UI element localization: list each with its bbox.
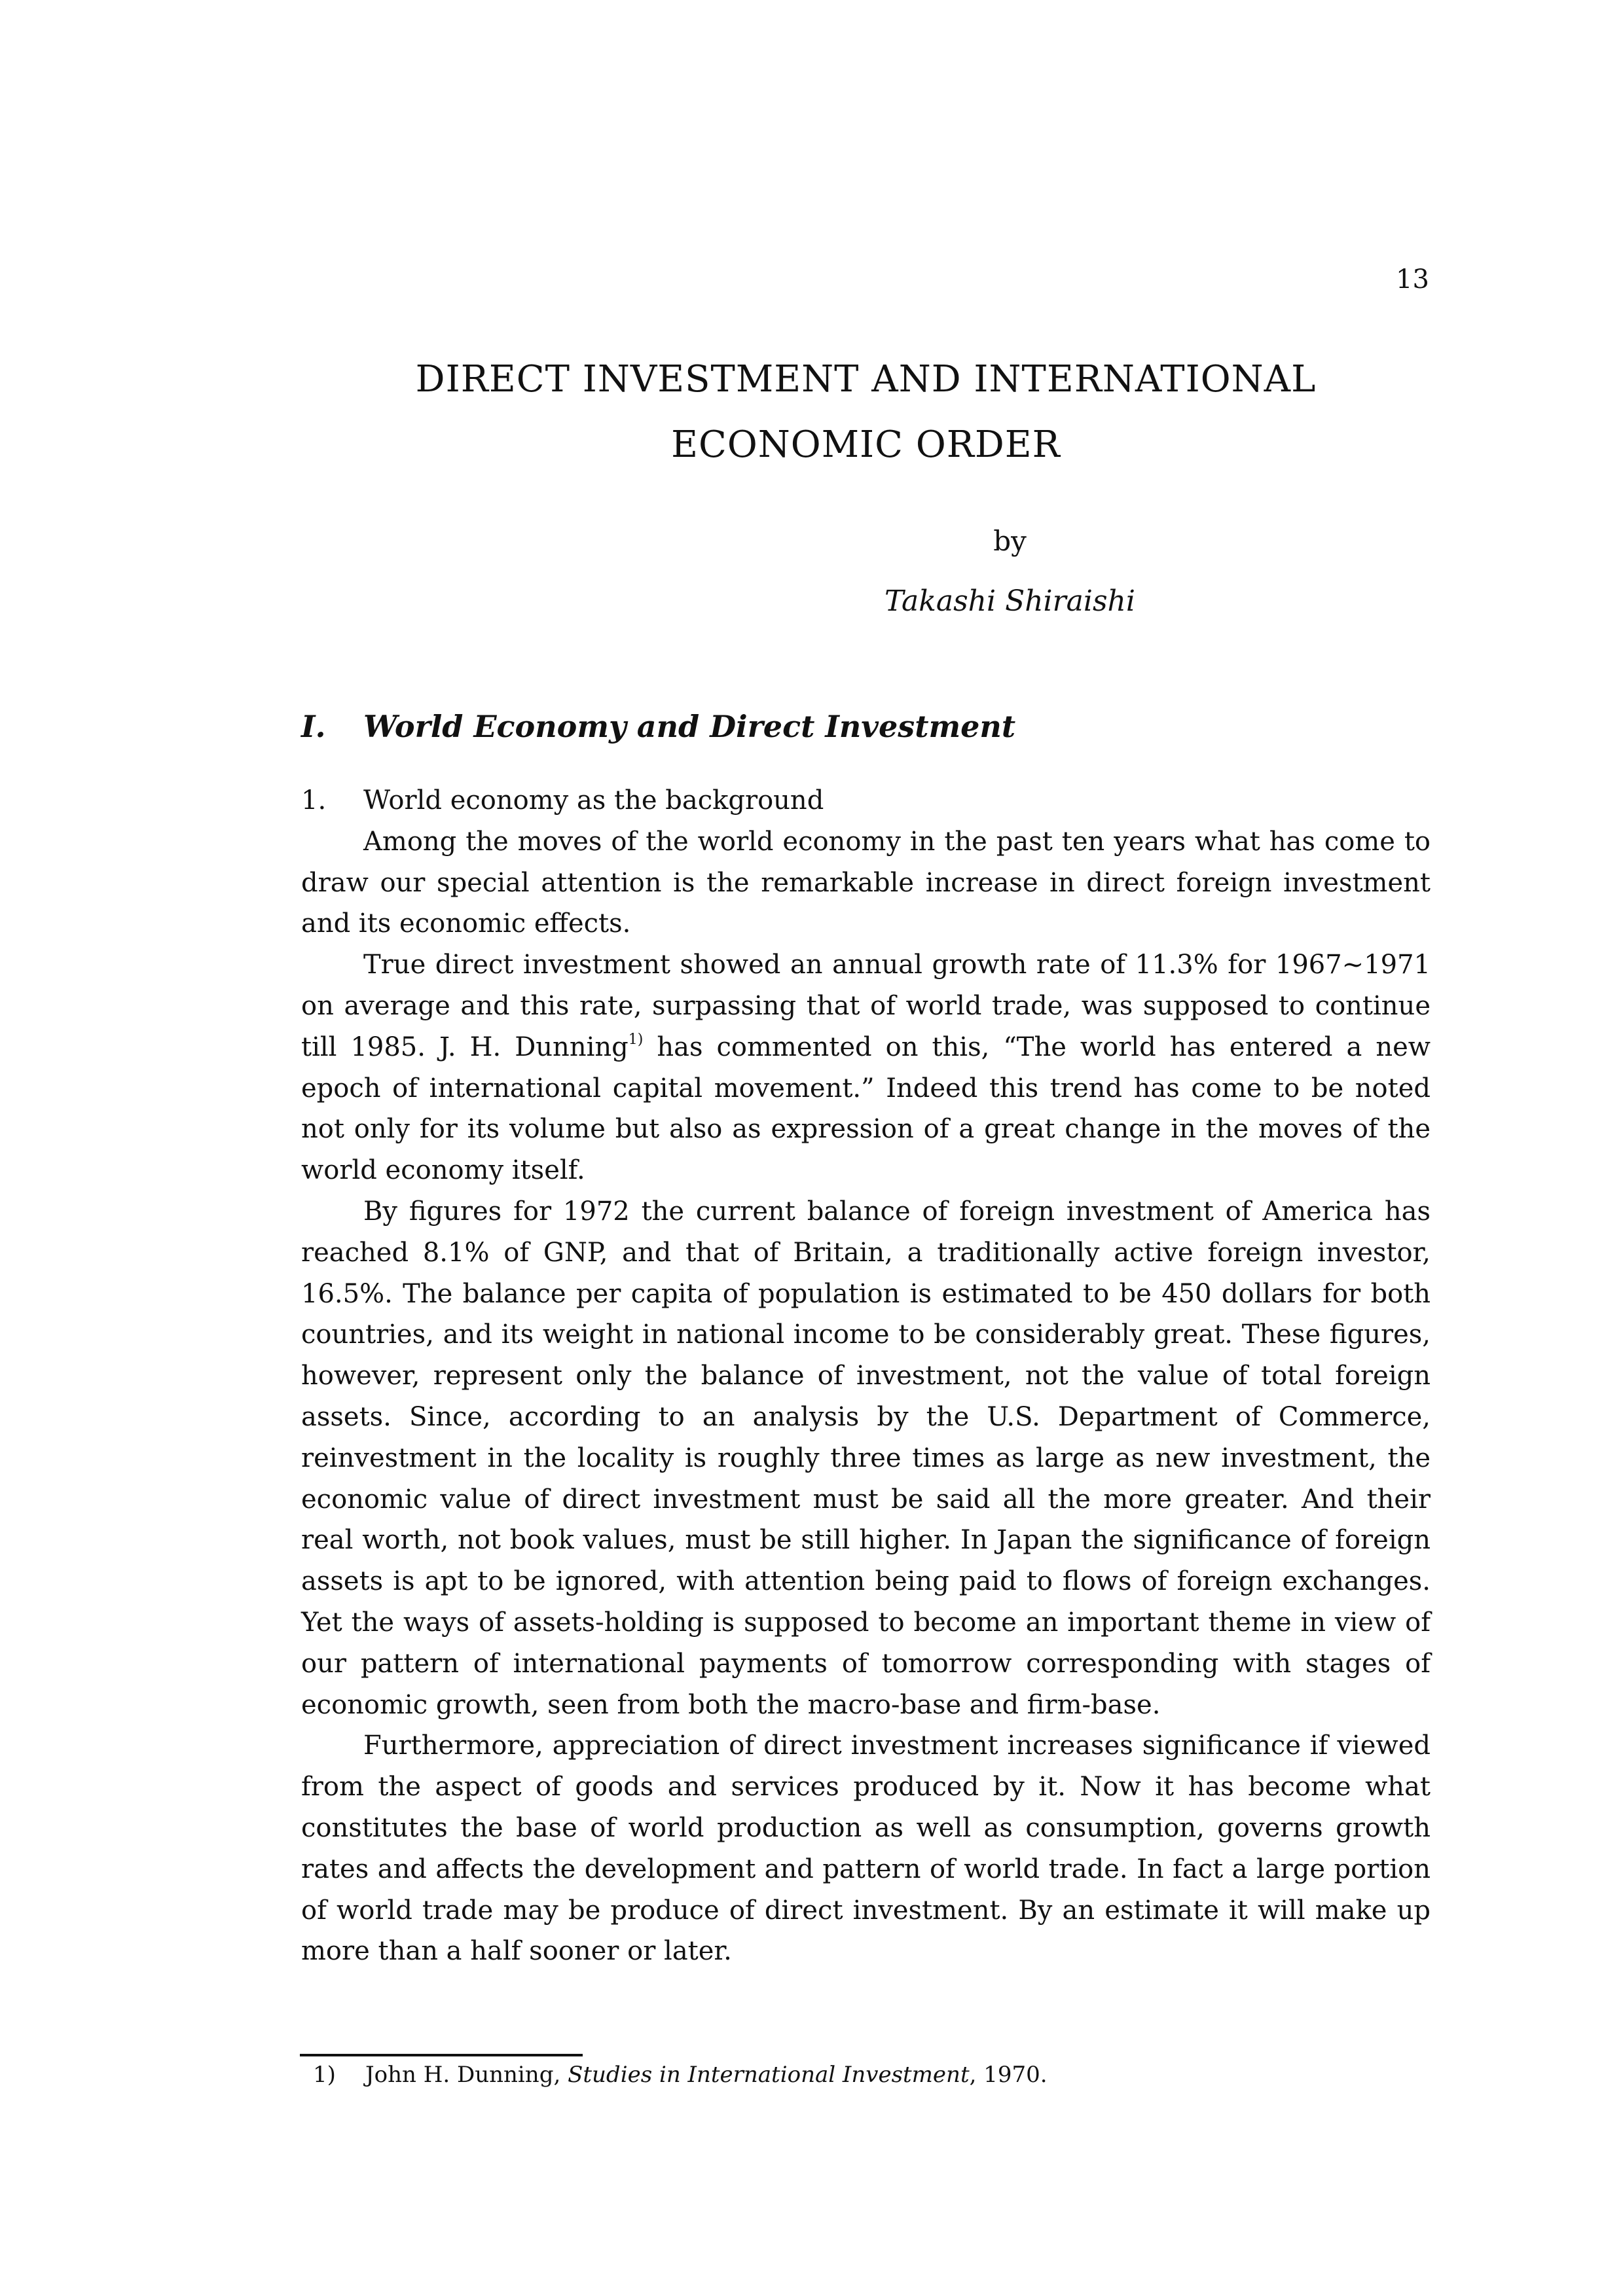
footnote-reference[interactable]: 1) (628, 1031, 644, 1048)
footnote-work-title: Studies in International Investment (568, 2062, 970, 2088)
subsection-heading (301, 780, 1431, 821)
byline: by (993, 525, 1027, 557)
paragraph-2 (301, 944, 1431, 1191)
paragraph-2-text-b: has commented on this, “The world has entered a new epoch of international capital movement.” Indeed this trend has come to be noted not only for its volume but also as expression of a great change in the moves of the world economy itself. (301, 1031, 1431, 1186)
author-name: Takashi Shiraishi (884, 584, 1135, 618)
section-title: World Economy and Direct Investment (363, 709, 1016, 744)
section-heading (301, 710, 1015, 743)
paragraph-4: Furthermore, appreciation of direct investment increases significance if viewed from the aspect of goods and services produced by it. Now it has become what constitutes the base of world production as well as consumption, governs growth rates and affects the development and pattern of world trade. In fact a large portion of world trade may be produce of direct investment. By an estimate it will make up more than a half sooner or later. (301, 1731, 1431, 1967)
paragraph-1: Among the moves of the world economy in the past ten years what has come to draw our special attention is the remarkable increase in direct foreign investment and its economic effects. (301, 826, 1431, 939)
footnote-number: 1) (313, 2062, 336, 2088)
footnote-author: John H. Dunning, (365, 2062, 568, 2088)
section-number: I. (301, 709, 326, 744)
subsection-number: 1. (301, 785, 327, 816)
title-line-2: ECONOMIC ORDER (671, 423, 1061, 466)
article-title (301, 347, 1431, 478)
subsection-title: World economy as the background (363, 785, 824, 816)
paragraph-3: By figures for 1972 the current balance of foreign investment of America has reached 8.1% of GNP, and that of Britain, a traditionally active foreign investor, 16.5%. The balance per capita of population is estimated to be 450 dollars for both countries, and its weight in national income to be considerably great. These figures, however, represent only the balance of investment, not the value of total foreign assets. Since, according to an analysis by the U.S. Department of Commerce, reinvestment in the locality is roughly three times as large as new investment, the economic value of direct investment must be said all the more greater. And their real worth, not book values, must be still higher. In Japan the significance of foreign assets is apt to be ignored, with attention being paid to flows of foreign exchanges. Yet the ways of assets-holding is supposed to become an important theme in view of our pattern of international payments of tomorrow corresponding with stages of economic growth, seen from both the macro-base and firm-base. (301, 1196, 1431, 1720)
paragraph-2-text-a: True direct investment showed an annual growth rate of 11.3% for 1967~1971 on average and this rate, surpassing that of world trade, was supposed to continue till 1985. J. H. Dunning (301, 950, 1431, 1062)
footnote (313, 2062, 1048, 2088)
page-number: 13 (1396, 264, 1429, 295)
footnote-divider (300, 2054, 583, 2056)
article-body (301, 780, 1431, 1972)
title-line-1: DIRECT INVESTMENT AND INTERNATIONAL (415, 358, 1317, 401)
footnote-year: , 1970. (969, 2062, 1048, 2088)
